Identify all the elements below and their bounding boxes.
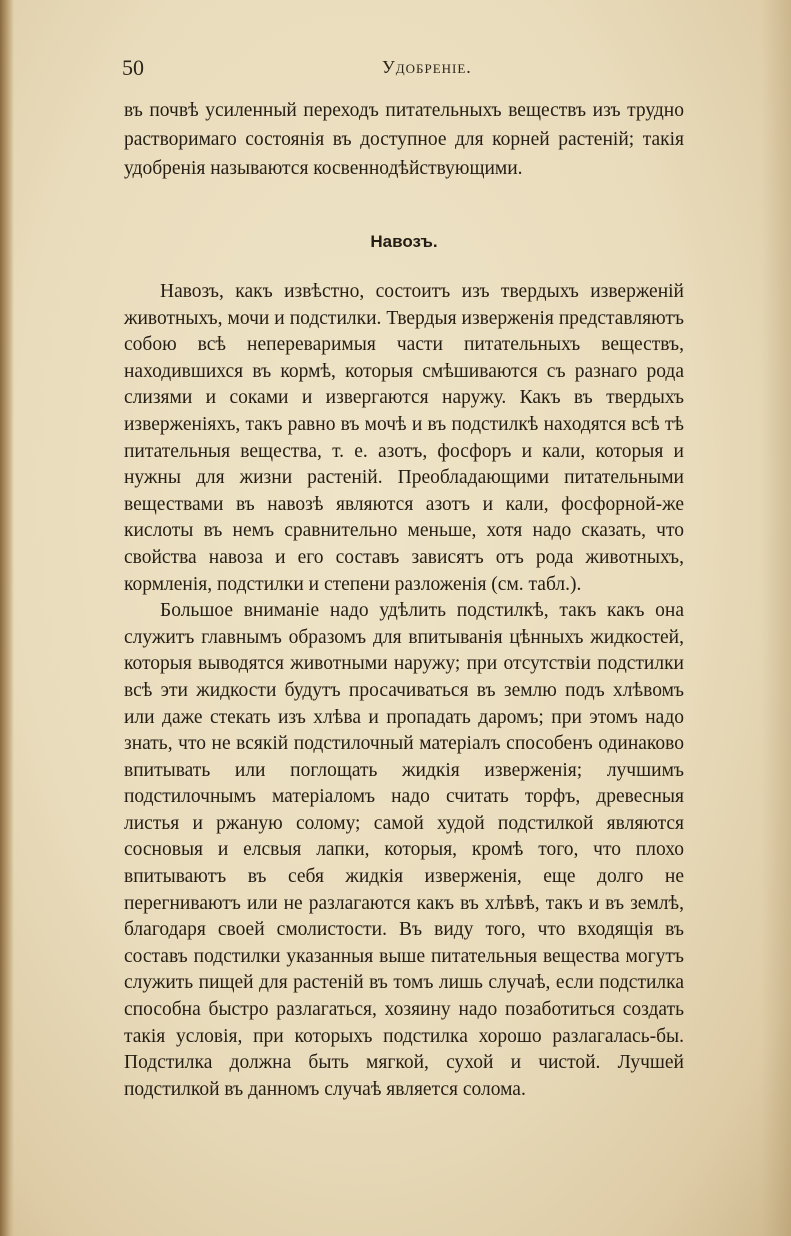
section-heading: Навозъ. [370, 232, 438, 251]
intro-paragraph-block [124, 96, 684, 183]
page-shadow [761, 0, 791, 1236]
intro-paragraph: въ почвѣ усиленный переходъ питательныхъ веществъ изъ трудно растворимаго состоянiя въ доступное для корней растенiй; такiя удобренiя называются косвеннодѣйствующими. [124, 100, 684, 179]
paragraph-bedding: Большое вниманiе надо удѣлить подстилкѣ, такъ какъ она служитъ главнымъ образомъ для впитыванiя цѣнныхъ жидкостей, которыя выводятся животными наружу; при отсутствiи подстилки всѣ эти жидкости будутъ просачиваться въ землю подъ хлѣвомъ или даже стекать изъ хлѣва и пропадать даромъ; при этомъ надо знать, что не всякiй подстилочный матерiалъ способенъ одинаково впитывать или поглощать жидкiя изверженiя; лучшимъ подстилочнымъ матерiаломъ надо считать торфъ, древесныя листья и ржаную солому; самой худой подстилкой являются сосновыя и елсвыя лапки, которыя, кромѣ того, что плохо впитываютъ въ себя жидкiя изверженiя, еще долго не перегниваютъ или не разлагаются какъ въ хлѣвѣ, такъ и въ землѣ, благодаря своей смолистости. Въ виду того, что входящiя въ составъ подстилки указанныя выше питательныя вещества могутъ служить пищей для растенiй въ томъ лишь случаѣ, если подстилка способна быстро разлагаться, хозяину надо позаботиться создать такiя условiя, при которыхъ подстилка хорошо разлагалась-бы. Подстилка должна быть мягкой, сухой и чистой. Лучшей подстилкой въ данномъ случаѣ является солома. [124, 600, 684, 1100]
running-header [122, 55, 684, 85]
page-binding-edge [0, 0, 14, 1236]
section-body [124, 279, 684, 1103]
paragraph-manure-composition: Навозъ, какъ извѣстно, состоитъ изъ твердыхъ изверженiй животныхъ, мочи и подстилки. Твердыя изверженiя представляютъ собою всѣ непереваримыя части питательныхъ веществъ, находившихся въ кормѣ, которыя смѣшиваются съ разнаго рода слизями и соками и извергаются наружу. Какъ въ твердыхъ изверженiяхъ, такъ равно въ мочѣ и въ подстилкѣ находятся всѣ тѣ питательныя вещества, т. е. азотъ, фосфоръ и кали, которыя и нужны для жизни растенiй. Преобладающими питательными веществами въ навозѣ являются азотъ и кали, фосфорной-же кислоты въ немъ сравнительно меньше, хотя надо сказать, что свойства навоза и его составъ зависятъ отъ рода животныхъ, кормленiя, подстилки и степени разложенiя (см. табл.). [124, 281, 684, 595]
running-title: Удобренiе. [382, 57, 472, 77]
page-number: 50 [122, 55, 144, 80]
